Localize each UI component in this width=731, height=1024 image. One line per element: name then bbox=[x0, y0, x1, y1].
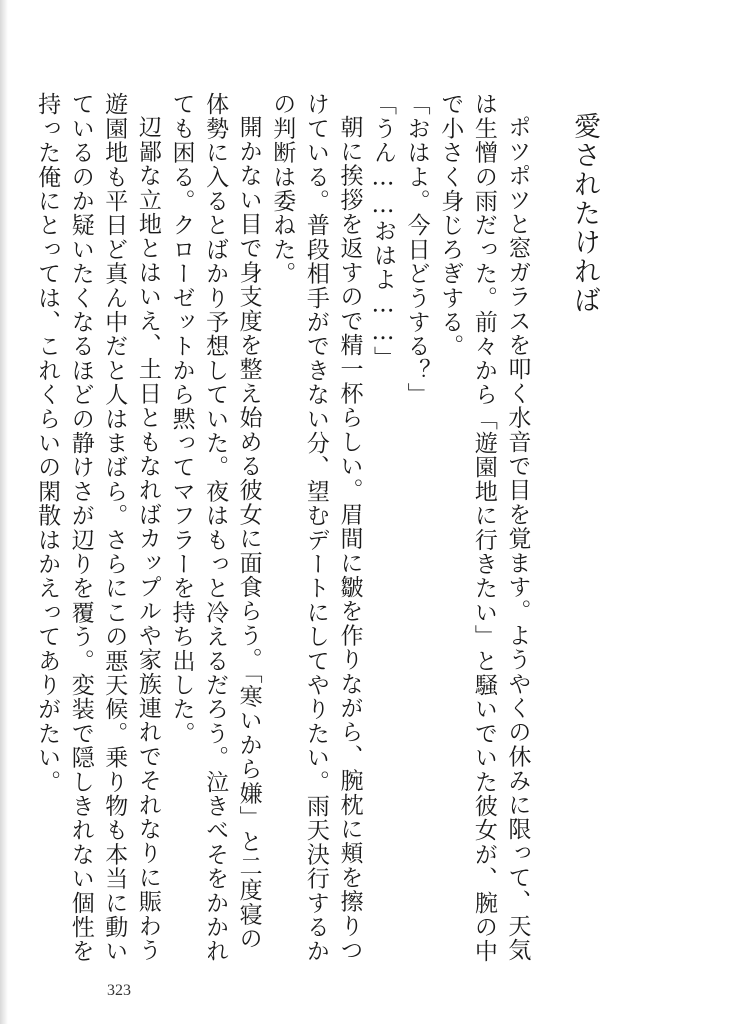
dialogue-line: 「おはよ。今日どうする？」 bbox=[403, 92, 430, 407]
vertical-text-body bbox=[0, 92, 601, 972]
chapter-title: 愛されたければ bbox=[569, 112, 600, 315]
paragraph: ポツポツと窓ガラスを叩く水音で目を覚ます。ようやくの休みに限って、天気は生憎の雨だった。前々から「遊園地に行きたい」と騒いでいた彼女が、腕の中で小さく身じろぎする。 bbox=[437, 92, 531, 964]
dialogue-line: 「うん……おはよ……」 bbox=[370, 92, 397, 371]
page-number: 323 bbox=[107, 982, 131, 999]
paragraph: 朝に挨拶を返すので精一杯らしい。眉間に皺を作りながら、腕枕に頬を擦りつけている。普段相手ができない分、望むデートにしてやりたい。雨天決行するかの判断は委ねた。 bbox=[269, 92, 363, 964]
paragraph: 辺鄙な立地とはいえ、土日ともなればカップルや家族連れでそれなりに賑わう遊園地も平日ど真ん中だと人はまばら。さらにこの悪天候。乗り物も本当に動いているのか疑いたくなるほどの静けさが辺りを覆う。変装で隠しきれない個性を持った俺にとっては、これくらいの閑散はかえってありがたい。 bbox=[34, 92, 161, 964]
paragraph: 開かない目で身支度を整え始める彼女に面食らう。「寒いから嫌」と二度寝の体勢に入るとばかり予想していた。夜はもっと冷えるだろう。泣きべそをかかれても困る。クローゼットから黙ってマフラーを持ち出した。 bbox=[168, 92, 262, 964]
